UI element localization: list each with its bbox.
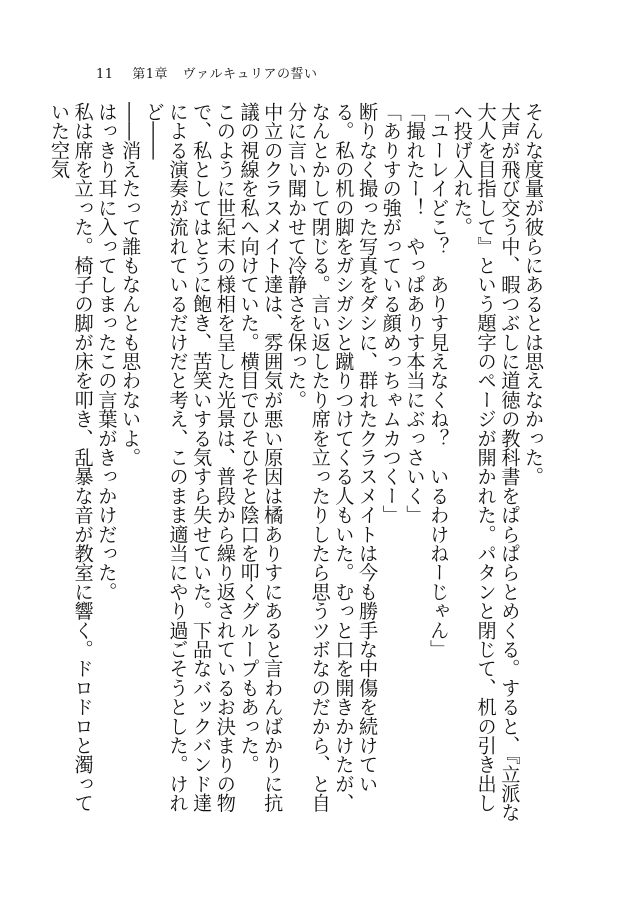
paragraph: 大声が飛び交う中、暇つぶしに道徳の教科書をぱらぱらとめくる。すると、『立派な大人を目指して』という題字のページが開かれた。パタンと閉じて、机の引き出しへ投げ入れた。 <box>450 102 522 822</box>
chapter-label: 第1章 <box>132 67 168 82</box>
paragraph: 「ユーレイどこ？ ありす見えなくね？ いるわけねーじゃん」 <box>427 102 451 659</box>
running-head <box>96 63 317 82</box>
paragraph: 断りなく撮った写真をダシに、群れたクラスメイトは今も勝手な中傷を続けている。私の机の脚をガシガシと蹴りつけてくる人もいた。むっと口を開きかけたが、なんとかして閉じる。言い返したり席を立ったりしたら思うツボなのだから、と自分に言い聞かせて冷静さを保った。 <box>284 102 380 813</box>
paragraph: はっきり耳に入ってしまったこの言葉がきっかけだった。 <box>95 102 119 602</box>
paragraph: そんな度量が彼らにあるとは思えなかった。 <box>522 102 545 486</box>
paragraph: 中立のクラスメイト達は、雰囲気が悪い原因は橘ありすにあると言わんばかりに抗議の視線を私へ向けていた。横目でひそひそと陰口を叩くグループもあった。 <box>237 102 285 813</box>
body-text <box>47 102 545 822</box>
paragraph: 「ありすの強がっている顔めっちゃムカつくー」 <box>379 102 403 525</box>
paragraph: 「撮れたー！ やっぱありす本当にぶっさいく」 <box>403 102 427 525</box>
paragraph: このように世紀末の様相を呈した光景は、普段から繰り返されているお決まりの物で、私としてはとうに飽き、苦笑いする気すら失せていた。下品なバックバンド達による演奏が流れているだけだと考え、このまま適当にやり過ごそうとした。けれど―― <box>142 102 237 813</box>
chapter-title: ヴァルキュリアの誓い <box>182 67 318 82</box>
paragraph: 私は席を立った。椅子の脚が床を叩き、乱暴な音が教室に響く。ドロドロと濁っていた空気 <box>47 102 95 813</box>
paragraph: ――消えたって誰もなんとも思わないよ。 <box>119 102 143 467</box>
page-number: 11 <box>96 67 114 82</box>
